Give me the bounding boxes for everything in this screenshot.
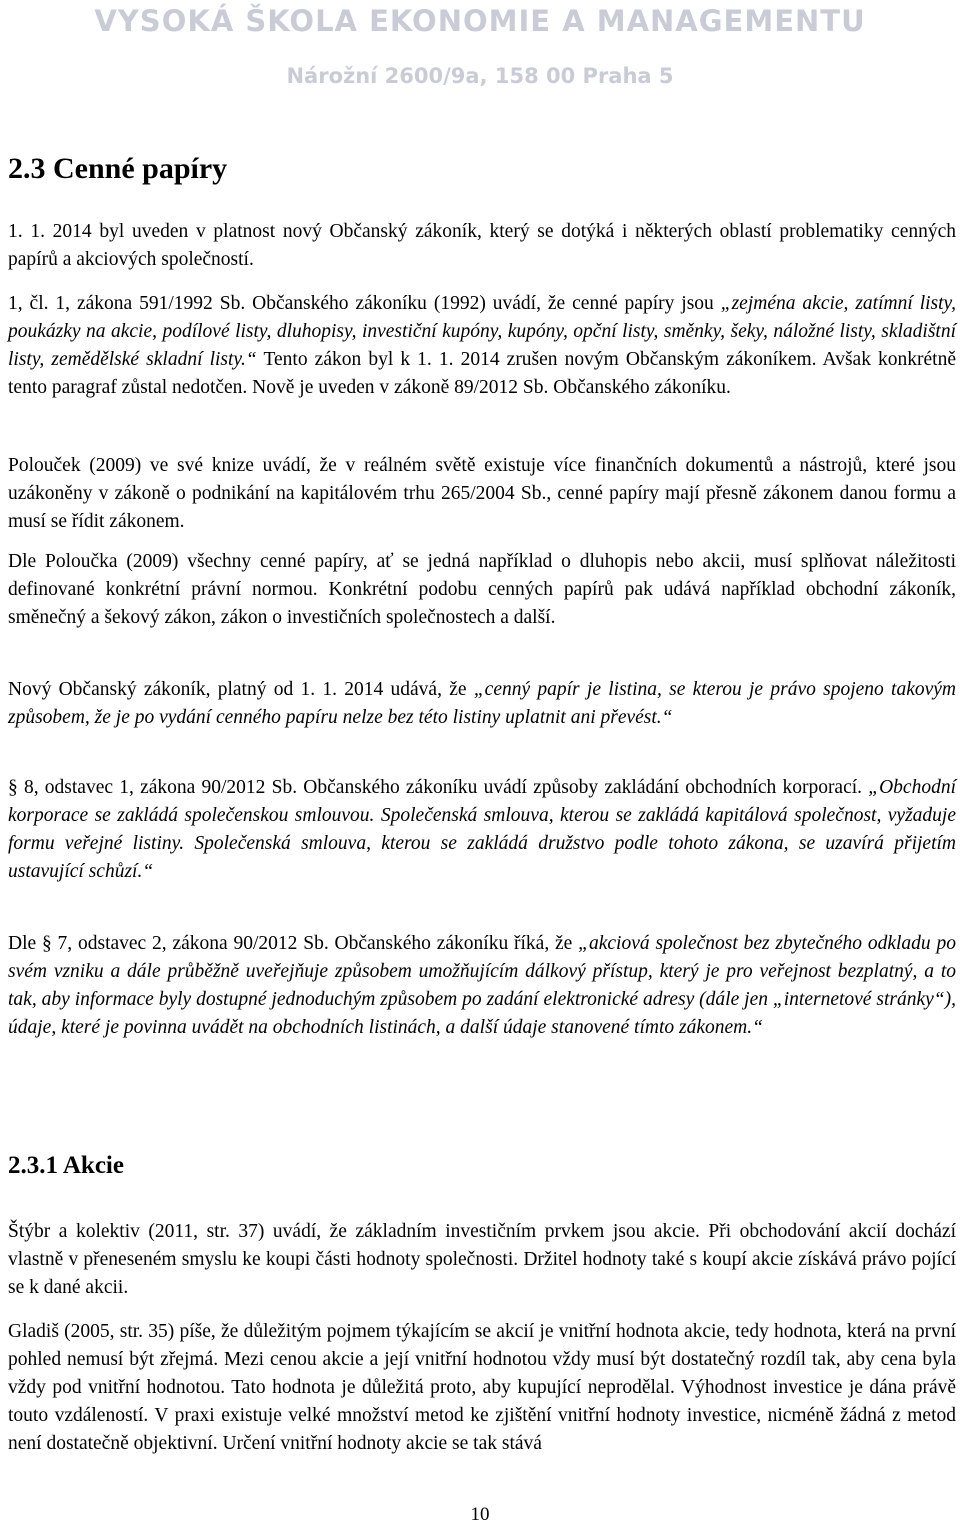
paragraph-poloucek-requirements: Dle Poloučka (2009) všechny cenné papíry, ať se jedná například o dluhopis nebo akcii, musí splňovat náležitosti definované konkrétní právní normou. Konkrétní podobu cenných papírů pak udává například obchodní zákoník, směnečný a šekový zákon, zákon o investičních společnostech a další. — [8, 551, 956, 628]
paragraph-text: § 8, odstavec 1, zákona 90/2012 Sb. Občanského zákoníku uvádí způsoby zakládání obchodních korporací. — [8, 777, 869, 798]
paragraph-text: Tento zákon byl k 1. 1. 2014 zrušen novým Občanským zákoníkem. Avšak konkrétně tento paragraf zůstal nedotčen. Nově je uveden v zákoně 89/2012 Sb. Občanského zákoníku. — [8, 349, 956, 398]
header-school-name: VYSOKÁ ŠKOLA EKONOMIE A MANAGEMENTU — [94, 4, 866, 38]
subsection-heading: 2.3.1 Akcie — [8, 1152, 124, 1179]
paragraph-new-civil-code — [8, 676, 956, 732]
paragraph-poloucek: Polouček (2009) ve své knize uvádí, že v reálném světě existuje více finančních dokumentů a nástrojů, které jsou uzákoněny v zákoně o podnikání na kapitálovém trhu 265/2004 Sb., cenné papíry mají přesně zákonem danou formu a musí se řídit zákonem. — [8, 455, 956, 532]
paragraph-gladis: Gladiš (2005, str. 35) píše, že důležitým pojmem týkajícím se akcií je vnitřní hodnota akcie, tedy hodnota, která na první pohled nemusí být zřejmá. Mezi cenou akcie a její vnitřní hodnotou vždy musí být dostatečný rozdíl tak, aby cena byla vždy pod vnitřní hodnotou. Tato hodnota je důležitá proto, aby kupující neprodělal. Výhodnost investice je dána právě touto vzdáleností. V praxi existuje velké množství metod ke zjištění vnitřní hodnoty investice, nicméně žádná z metod není dostatečně objektivní. Určení vnitřní hodnoty akcie se tak stává — [8, 1321, 956, 1454]
quote-text: „cenný papír je listina, se kterou je právo spojeno takovým způsobem, že je po vydání cenného papíru nelze bez této listiny uplatnit ani převést.“ — [8, 679, 956, 728]
paragraph-securities-definition — [8, 290, 956, 402]
paragraph-text: Dle § 7, odstavec 2, zákona 90/2012 Sb. Občanského zákoníku říká, že — [8, 933, 579, 954]
paragraph-stybr: Štýbr a kolektiv (2011, str. 37) uvádí, že základním investičním prvkem jsou akcie. Při obchodování akcií dochází vlastně v přeneseném smyslu ke koupi části hodnoty společnosti. Držitel hodnoty také s koupí akcie získává právo pojící se k dané akcii. — [8, 1221, 956, 1298]
page-number: 10 — [470, 1504, 490, 1525]
paragraph-text: 1, čl. 1, zákona 591/1992 Sb. Občanského zákoníku (1992) uvádí, že cenné papíry jsou — [8, 293, 721, 314]
paragraph-civil-code-intro: 1. 1. 2014 byl uveden v platnost nový Občanský zákoník, který se dotýká i některých oblastí problematiky cenných papírů a akciových společností. — [8, 221, 956, 270]
quote-text: „akciová společnost bez zbytečného odkladu po svém vzniku a dále průběžně uveřejňuje způsobem umožňujícím dálkový přístup, který je pro veřejnost bezplatný, a to tak, aby informace byly dostupné jednoduchým způsobem po zadání elektronické adresy (dále jen „internetové stránky“), údaje, které je povinna uvádět na obchodních listinách, a další údaje stanovené tímto zákonem.“ — [8, 933, 956, 1038]
section-heading: 2.3 Cenné papíry — [8, 152, 228, 185]
header-address: Nárožní 2600/9a, 158 00 Praha 5 — [286, 64, 674, 88]
paragraph-text: Nový Občanský zákoník, platný od 1. 1. 2014 udává, že — [8, 679, 474, 700]
paragraph-joint-stock-company — [8, 930, 956, 1042]
quote-text: „Obchodní korporace se zakládá společenskou smlouvou. Společenská smlouva, kterou se zakládá kapitálová společnost, vyžaduje formu veřejné listiny. Společenská smlouva, kterou se zakládá družstvo podle tohoto zákona, se uzavírá přijetím ustavující schůzí.“ — [8, 777, 956, 882]
quote-text: „zejména akcie, zatímní listy, poukázky na akcie, podílové listy, dluhopisy, investiční kupóny, kupóny, opční listy, směnky, šeky, náložné listy, skladištní listy, zemědělské skladní listy.“ — [8, 293, 956, 370]
paragraph-corporations — [8, 774, 956, 886]
